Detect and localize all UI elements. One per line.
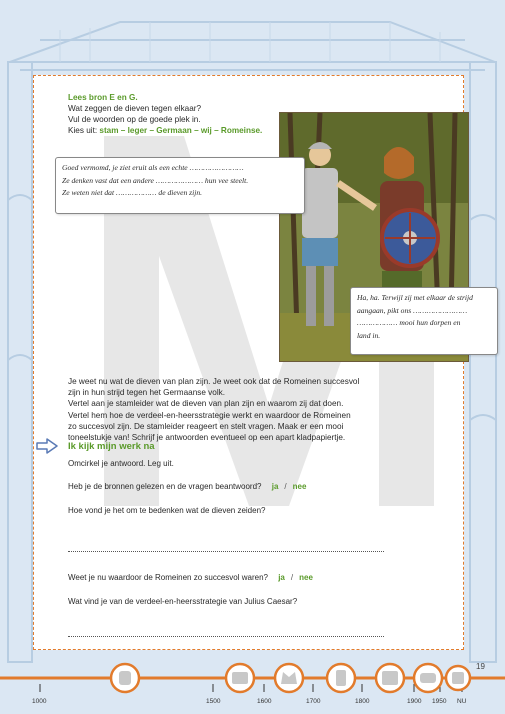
self-check-title: Ik kijk mijn werk na [68,441,155,452]
timeline-year: 1900 [407,698,422,705]
page-number: 19 [476,662,485,671]
choices-words: stam – leger – Germaan – wij – Romeinse. [99,126,263,135]
answer-line[interactable] [68,551,384,552]
answer-yes[interactable]: ja [271,482,279,491]
question-4: Wat vind je van de verdeel-en-heersstrategie van Julius Caesar? [68,597,298,606]
answer-no[interactable]: nee [292,482,307,491]
speech-bubble-left [55,157,305,214]
arrow-right-icon [36,438,58,454]
timeline-year: 1500 [206,698,221,705]
bubble-line: Ha, ha. Terwijl zij met elkaar de strijd [357,293,473,302]
question-2: Hoe vond je het om te bedenken wat de dieven zeiden? [68,506,266,515]
timeline-year: NU [457,698,467,705]
bubble-line: land in. [357,330,381,340]
paragraph-line: toneelstukje van! Schrijf je antwoorden eventueel op een apart kladpapiertje. [68,433,346,443]
bubble-line: ……………… mooi hun dorpen en [357,318,461,327]
speech-bubble-right [350,287,498,355]
bubble-line: Ze weten niet dat ……………… de dieven zijn. [62,188,203,197]
timeline-bar [0,660,505,714]
paragraph-line: Je weet nu wat de dieven van plan zijn. Je weet ook dat de Romeinen succesvol [68,377,360,386]
paragraph-line: Vertel hem hoe de verdeel-en-heersstrategie werkt en waardoor de Romeinen [68,410,351,420]
answer-line[interactable] [68,636,384,637]
intro-line: Wat zeggen de dieven tegen elkaar? [68,104,202,113]
choices-prefix: Kies uit: [68,126,100,135]
bubble-line: aangaan, pikt ons …………………… [357,305,468,315]
paragraph-line: zo succesvol zijn. De stamleider reageert en stelt vragen. Maak er een mooi [68,421,344,431]
answer-no[interactable]: nee [299,573,313,582]
question-1: Heb je de bronnen gelezen en de vragen beantwoord? [68,482,262,491]
answer-separator: / [290,573,294,582]
paragraph-line: zijn in hun strijd tegen het Germaanse volk. [68,388,226,398]
timeline-year: 1000 [32,698,47,705]
task-paragraph [68,376,398,443]
bubble-line: Ze denken vast dat een andere ………………… hun vee steelt. [62,175,249,185]
question-3-row [68,573,313,582]
answer-yes[interactable]: ja [278,573,285,582]
intro-heading: Lees bron E en G. [68,93,138,102]
question-3: Weet je nu waardoor de Romeinen zo succesvol waren? [68,573,268,582]
timeline-year: 1600 [257,698,272,705]
paragraph-line: Vertel aan je stamleider wat de dieven van plan zijn en waarom zij dat doen. [68,399,344,409]
question-1-row [68,482,306,491]
intro-line: Vul de woorden op de goede plek in. [68,115,201,124]
timeline-year: 1800 [355,698,370,705]
bubble-line: Goed vermomd, je ziet eruit als een echte …………………… [62,163,244,172]
timeline-year: 1950 [432,698,447,705]
timeline-year: 1700 [306,698,321,705]
answer-separator: / [284,482,287,491]
self-check-instruction: Omcirkel je antwoord. Leg uit. [68,459,174,468]
